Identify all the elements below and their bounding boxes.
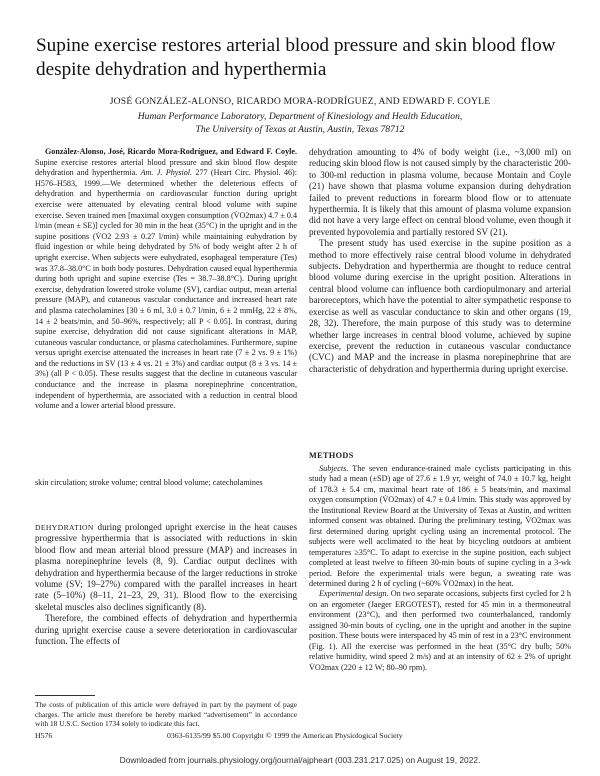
copyright-line: 0363-6135/99 $5.00 Copyright © 1999 the American Physiological Society — [167, 731, 403, 740]
affiliation-line-2: The University of Texas at Austin, Austin, Texas 78712 — [195, 124, 405, 135]
subjects-label: Subjects. — [319, 464, 349, 473]
abstract-citation-authors: González-Alonso, José, Ricardo Mora-Rodríguez, and Edward F. Coyle. — [45, 147, 297, 156]
abstract-citation-journal: Am. J. Physiol. — [140, 168, 193, 178]
intro-paragraph-2: Therefore, the combined effects of dehydration and hyperthermia during upright exercise cause a severe deterioration in cardiovascular function. The effects of — [35, 613, 297, 647]
download-notice: Downloaded from journals.physiology.org/journal/ajpheart (003.231.217.025) on August 19, 2022. — [119, 755, 481, 765]
footnote-rule — [35, 695, 95, 696]
intro-continued — [309, 147, 571, 375]
design-label: Experimental design. — [319, 589, 389, 599]
abstract-citation-volume: 277 (Heart Circ. Physiol. 46): H576–H583, 1999.— — [35, 168, 297, 188]
abstract-citation-title: Supine exercise restores arterial blood pressure and skin blood flow despite dehydration and hyperthermia. — [35, 157, 297, 178]
introduction — [35, 522, 297, 647]
intro-continued-paragraph-2: The present study has used exercise in the supine position as a method to more effectively raise central blood volume in dehydrated subjects. Dehydration and hyperthermia are thought to reduce central blood volume during exercise in the upright position. Alterations in central blood volume can influence both cardiopulmonary and arterial baroreceptors, which have the potential to alter sympathetic response to exercise as well as vascular conductance to skin and other organs (19, 28, 32). Therefore, the main purpose of this study was to determine whether large increases in central blood volume, achieved by supine exercise, prevent the reduction in cutaneous vascular conductance (CVC) and MAP and the increase in plasma norepinephrine that are characteristic of dehydration and hyperthermia during upright exercise. — [309, 238, 571, 374]
design-text: On two separate occasions, subjects first cycled for 2 h on an ergometer (Jaeger ERGOTEST), rested for 45 min in a thermoneutral environment (23°C), and then performed two counterbalanced, randomly assigned 30-min bouts of cycling, one in the upright and another in the supine position. These bouts were interspaced by 45 min of rest in a 23°C environment (Fig. 1). All the exercise was performed in the heat (35°C dry bulb; 50% relative humidity, wind speed 2 m/s) and at an intensity of 62 ± 2% of upright V̇O2max (220 ± 12 W; 80–90 rpm). — [309, 589, 571, 672]
methods-section — [309, 464, 571, 673]
subjects-text: The seven endurance-trained male cyclists participating in this study had a mean (±SD) age of 27.6 ± 1.9 yr, weight of 74.0 ± 10.7 kg, height of 178.3 ± 5.4 cm, maximal heart rate of 186 ± 5 beats/min, and maximal oxygen consumption (V̇O2max) of 4.7 ± 0.4 l/min. This study was approved by the Institutional Review Board at the University of Texas at Austin, and written informed consent was obtained. During the preliminary testing, V̇O2max was first determined during upright cycling using an incremental protocol. The subjects were well acclimated to the heat by bicycling outdoors at ambient temperatures ≥35°C. To adapt to exercise in the supine position, each subject completed at least twelve to fifteen 30-min bouts of supine cycling in a 3-wk period. Before the experimental trials were begun, a sweating rate was determined during 2 h of cycling (~60% V̇O2max) in the heat. — [309, 464, 571, 588]
affiliation-line-1: Human Performance Laboratory, Department of Kinesiology and Health Education, — [137, 111, 463, 122]
keywords: skin circulation; stroke volume; central blood volume; catecholamines — [35, 478, 263, 487]
footnote: The costs of publication of this article were defrayed in part by the payment of page charges. The article must therefore be hereby marked “advertisement” in accordance with 18 U.S.C. Section 1734 solely to indicate this fact. — [35, 700, 297, 729]
abstract — [35, 147, 297, 412]
methods-heading: METHODS — [309, 451, 354, 460]
abstract-body: We determined whether the deleterious effects of dehydration and hyperthermia on cardiovascular function during upright exercise were attenuated by elevating central blood volume with supine exercise. Seven trained men [maximal oxygen consumption (V̇O2max) 4.7 ± 0.4 l/min (mean ± SE)] cycled for 30 min in the heat (35°C) in the upright and in the supine positions (V̇O2 2.93 ± 0.27 l/min) while maintaining euhydration by fluid ingestion or while being dehydrated by 5% of body weight after 2 h of upright exercise. When subjects were euhydrated, esophageal temperature (Tes) was 37.8–38.0°C in both body postures. Dehydration caused equal hyperthermia during both upright and supine exercise (Tes = 38.7–38.8°C). During upright exercise, dehydration lowered stroke volume (SV), cardiac output, mean arterial pressure (MAP), and cutaneous vascular conductance and increased heart rate and plasma catecholamines [30 ± 6 ml, 3.0 ± 0.7 l/min, 6 ± 2 mmHg, 22 ± 8%, 14 ± 2 beats/min, and 50–96%, respectively; all P < 0.05]. In contrast, during supine exercise, dehydration did not cause significant alterations in MAP, cutaneous vascular conductance, or plasma catecholamines. Furthermore, supine versus upright exercise attenuated the increases in heart rate (7 ± 2 vs. 9 ± 1%) and the reductions in SV (13 ± 4 vs. 21 ± 3%) and cardiac output (8 ± 3 vs. 14 ± 3%) (all P < 0.05). These results suggest that the decline in cutaneous vascular conductance and the increase in plasma norepinephrine concentration, independent of hyperthermia, are associated with a reduction in central blood volume and a lower arterial blood pressure. — [35, 178, 297, 411]
intro-continued-paragraph-1: dehydration amounting to 4% of body weight (i.e., ~3,000 ml) on reducing skin blood flow is not caused simply by the characteristic 200- to 300-ml reduction in plasma volume, because Montain and Coyle (21) have shown that plasma volume expansion during dehydration failed to prevent reductions in forearm blood flow or to attenuate hyperthermia. It is likely that this amount of plasma volume expansion did not have a very large effect on central blood volume, even though it prevented hypovolemia and partially restored SV (21). — [309, 147, 571, 237]
article-title: Supine exercise restores arterial blood pressure and skin blood flow despite dehydration and hyperthermia — [36, 35, 556, 80]
page-number: H576 — [35, 731, 53, 740]
affiliation — [0, 110, 600, 136]
author-list: JOSÉ GONZÁLEZ-ALONSO, RICARDO MORA-RODRÍGUEZ, AND EDWARD F. COYLE — [109, 96, 491, 107]
intro-dropcap: DEHYDRATION — [35, 523, 94, 532]
intro-paragraph-1: during prolonged upright exercise in the heat causes progressive hyperthermia that is associated with reductions in skin blood flow and mean arterial blood pressure (MAP) and increases in plasma norepinephrine levels (8, 9). Cardiac output declines with dehydration and hyperthermia because of the larger reductions in stroke volume (SV; 19–27%) compared with the parallel increases in heart rate (5–10%) (8–11, 21–23, 29, 31). Blood flow to the exercising skeletal muscles also declines significantly (8). — [35, 522, 297, 612]
